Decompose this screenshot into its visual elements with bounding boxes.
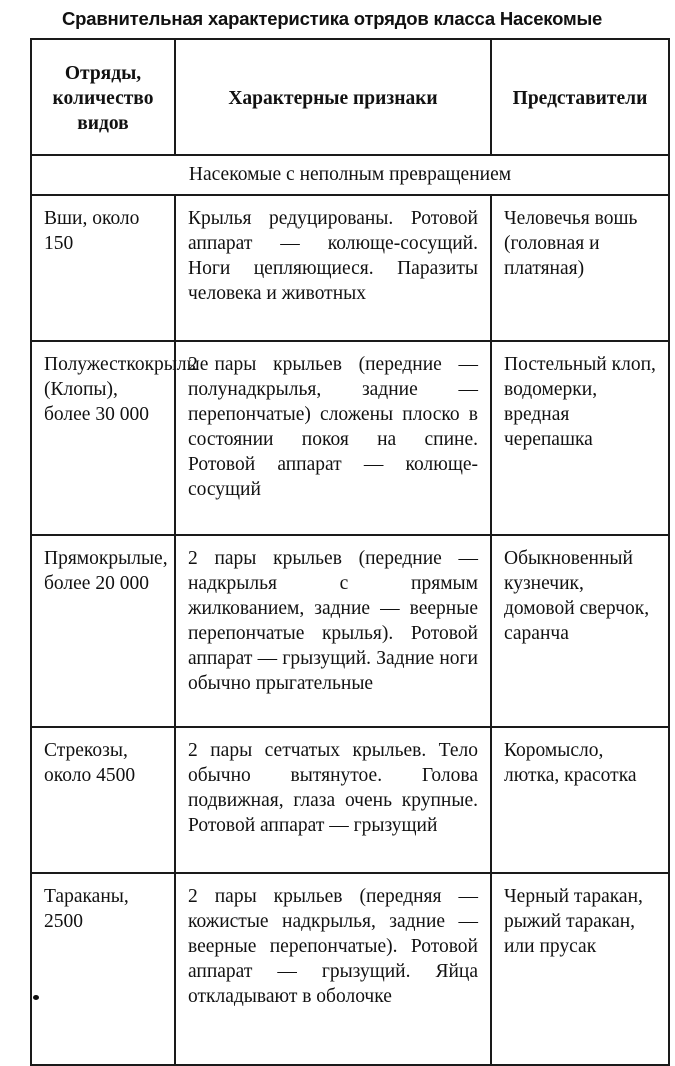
header-order: Отряды, количество видов [31, 39, 175, 155]
features-cell: 2 пары крыльев (передние — надкрылья с прямым жилкованием, задние — веерные перепончатые крылья). Ротовой аппарат — грызущий. Задние ноги обычно прыгательные [175, 535, 491, 727]
header-features: Характерные признаки [175, 39, 491, 155]
table-row [31, 873, 669, 1065]
representatives-cell: Обыкновенный кузнечик, домовой сверчок, саранча [491, 535, 669, 727]
representatives-cell: Коромысло, лютка, красотка [491, 727, 669, 873]
page-title: Сравнительная характеристика отрядов класса Насекомые [62, 8, 603, 29]
section-row [31, 155, 669, 195]
representatives-cell: Человечья вошь (головная и платяная) [491, 195, 669, 341]
order-cell: Полужесткокрылые (Клопы), более 30 000 [31, 341, 175, 535]
order-cell: Вши, около 150 [31, 195, 175, 341]
table-row [31, 195, 669, 341]
features-cell: Крылья редуцированы. Ротовой аппарат — колюще-сосущий. Ноги цепляющиеся. Паразиты человека и животных [175, 195, 491, 341]
table-header-row [31, 39, 669, 155]
header-representatives: Представители [491, 39, 669, 155]
order-cell: Стрекозы, около 4500 [31, 727, 175, 873]
features-cell: 2 пары крыльев (передние — полунадкрылья, задние — перепончатые) сложены плоско в состоянии покоя на спине. Ротовой аппарат — колюще-сосущий [175, 341, 491, 535]
comparison-table [30, 38, 670, 1066]
representatives-cell: Черный таракан, рыжий таракан, или прусак [491, 873, 669, 1065]
section-title: Насекомые с неполным превращением [31, 155, 669, 195]
ink-dot [33, 995, 39, 1000]
table-row [31, 727, 669, 873]
table-row [31, 341, 669, 535]
representatives-cell: Постельный клоп, водомерки, вредная черепашка [491, 341, 669, 535]
features-cell: 2 пары сетчатых крыльев. Тело обычно вытянутое. Голова подвижная, глаза очень крупные. Ротовой аппарат — грызущий [175, 727, 491, 873]
features-cell: 2 пары крыльев (передняя — кожистые надкрылья, задние — веерные перепончатые). Ротовой аппарат — грызущий. Яйца откладывают в оболочке [175, 873, 491, 1065]
order-cell: Прямокрылые, более 20 000 [31, 535, 175, 727]
table-row [31, 535, 669, 727]
order-cell: Тараканы, 2500 [31, 873, 175, 1065]
